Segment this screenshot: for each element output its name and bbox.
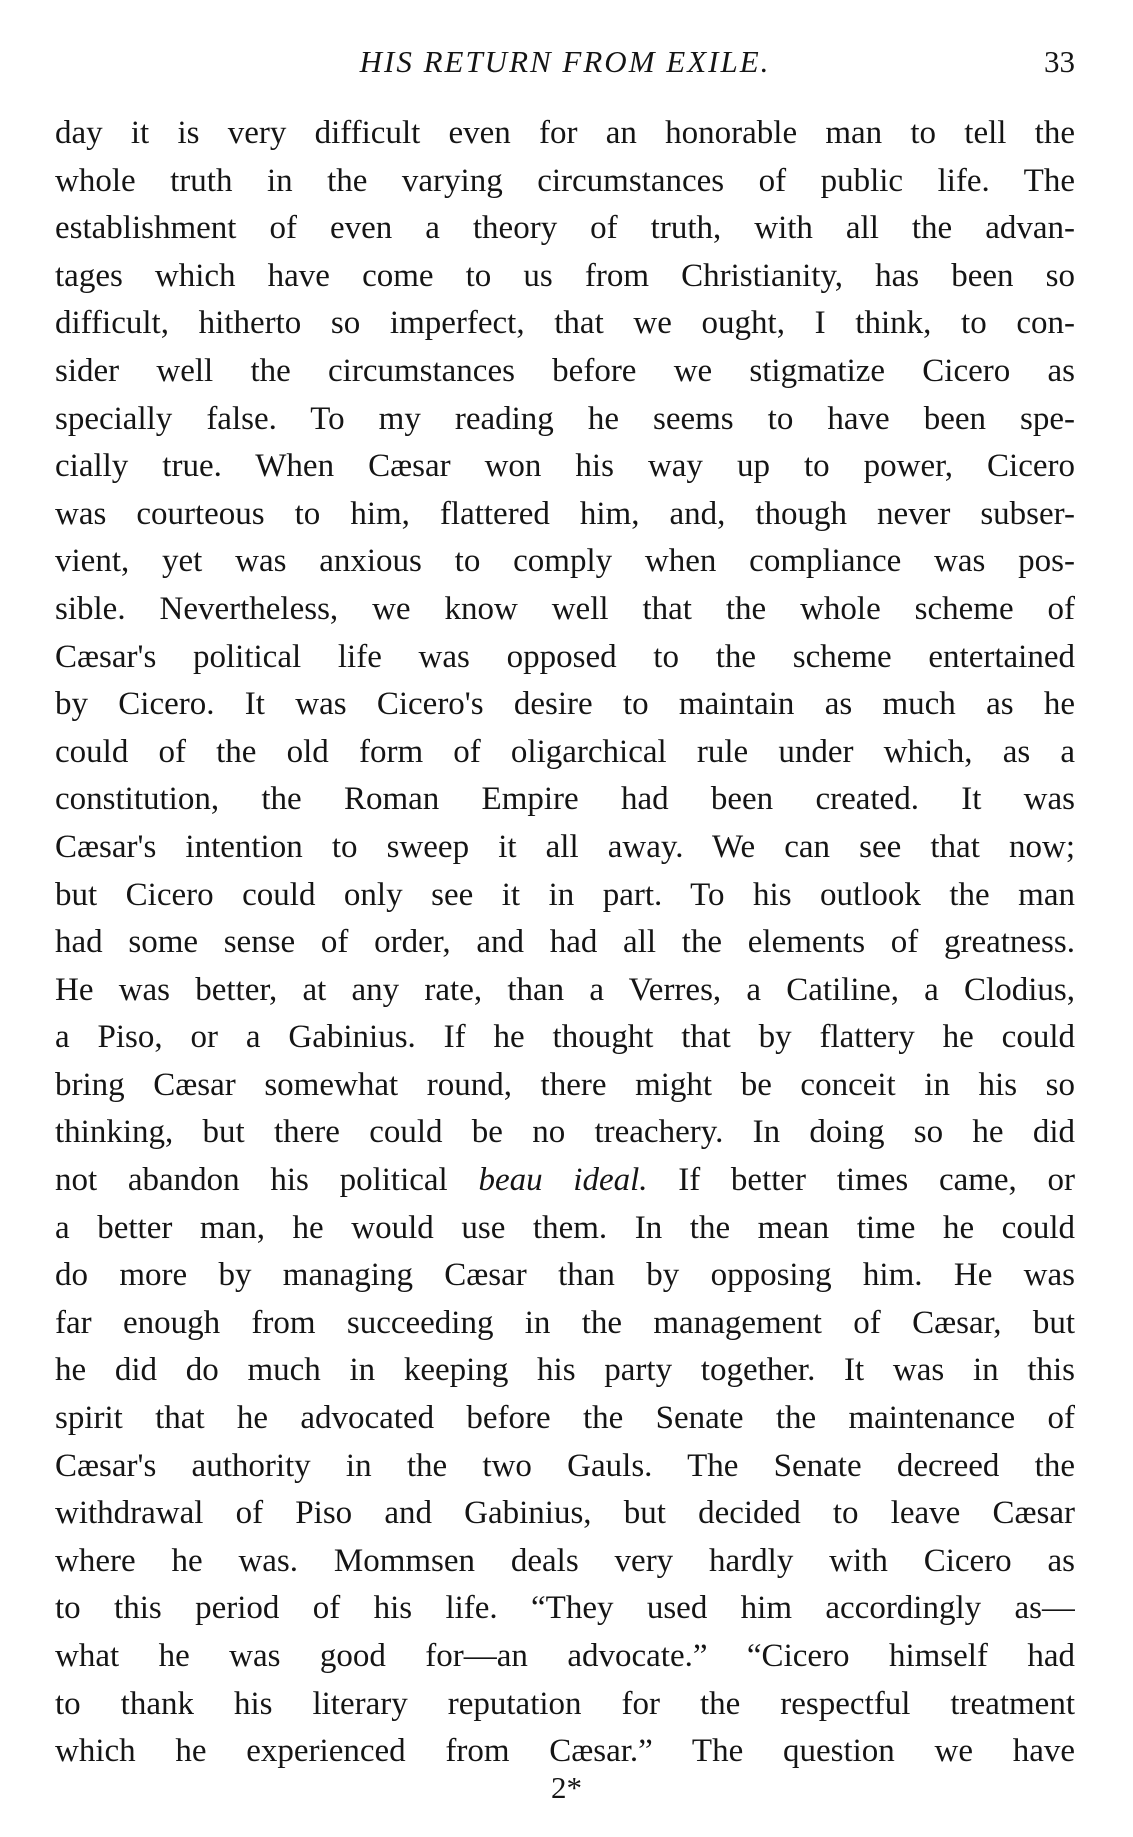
text-line: establishment of even a theory of truth, with all the advan- xyxy=(55,210,1075,247)
text-line: to thank his literary reputation for the respectful treatment xyxy=(55,1685,1075,1722)
text-line: Cæsar's authority in the two Gauls. The Senate decreed the xyxy=(55,1447,1075,1484)
text-segment: If better times came, or xyxy=(647,1162,1075,1199)
text-line: sider well the circumstances before we stigmatize Cicero as xyxy=(55,352,1075,389)
text-line: specially false. To my reading he seems to have been spe- xyxy=(55,400,1075,437)
text-line: cially true. When Cæsar won his way up to power, Cicero xyxy=(55,448,1075,485)
text-line: thinking, but there could be no treachery. In doing so he did xyxy=(55,1114,1075,1151)
text-line: withdrawal of Piso and Gabinius, but decided to leave Cæsar xyxy=(55,1495,1075,1532)
text-line: what he was good for—an advocate.” “Cicero himself had xyxy=(55,1638,1075,1674)
text-line: where he was. Mommsen deals very hardly with Cicero as xyxy=(55,1542,1075,1579)
text-line: which he experienced from Cæsar.” The question we have xyxy=(55,1733,1075,1770)
text-line: by Cicero. It was Cicero's desire to maintain as much as he xyxy=(55,686,1075,723)
text-line: bring Cæsar somewhat round, there might be conceit in his so xyxy=(55,1066,1075,1103)
text-line: a better man, he would use them. In the mean time he could xyxy=(55,1209,1075,1246)
italic-phrase: beau ideal. xyxy=(478,1162,648,1199)
text-line: Cæsar's political life was opposed to the scheme entertained xyxy=(55,638,1075,675)
text-segment: not abandon his political xyxy=(55,1162,479,1199)
text-line: could of the old form of oligarchical rule under which, as a xyxy=(55,733,1075,770)
text-line: but Cicero could only see it in part. To his outlook the man xyxy=(55,876,1075,913)
text-line: do more by managing Cæsar than by opposing him. He was xyxy=(55,1257,1075,1294)
running-title: HIS RETURN FROM EXILE. xyxy=(359,44,771,79)
text-line: constitution, the Roman Empire had been created. It was xyxy=(55,781,1075,818)
page-number: 33 xyxy=(1044,44,1075,79)
text-line: day it is very difficult even for an honorable man to tell the xyxy=(55,115,1075,151)
body-text xyxy=(55,110,1075,1776)
running-head xyxy=(55,40,1075,84)
text-line: whole truth in the varying circumstances of public life. The xyxy=(55,162,1075,199)
text-line: far enough from succeeding in the management of Cæsar, but xyxy=(55,1304,1075,1341)
text-line: sible. Nevertheless, we know well that the whole scheme of xyxy=(55,590,1075,627)
text-line: to this period of his life. “They used him accordingly as— xyxy=(55,1590,1075,1627)
text-line: vient, yet was anxious to comply when compliance was pos- xyxy=(55,543,1075,580)
text-line: was courteous to him, flattered him, and, though never subser- xyxy=(55,495,1075,532)
text-line-with-italic xyxy=(55,1157,1075,1205)
text-line: Cæsar's intention to sweep it all away. We can see that now; xyxy=(55,828,1075,865)
text-line: he did do much in keeping his party together. It was in this xyxy=(55,1352,1075,1389)
text-line: had some sense of order, and had all the elements of greatness. xyxy=(55,924,1075,961)
text-line: He was better, at any rate, than a Verres, a Catiline, a Clodius, xyxy=(55,971,1075,1008)
text-line: a Piso, or a Gabinius. If he thought that by flattery he could xyxy=(55,1019,1075,1056)
text-line: difficult, hitherto so imperfect, that we ought, I think, to con- xyxy=(55,305,1075,342)
text-line: spirit that he advocated before the Senate the maintenance of xyxy=(55,1400,1075,1437)
text-line: tages which have come to us from Christianity, has been so xyxy=(55,257,1075,294)
signature-mark: 2* xyxy=(551,1770,582,1805)
